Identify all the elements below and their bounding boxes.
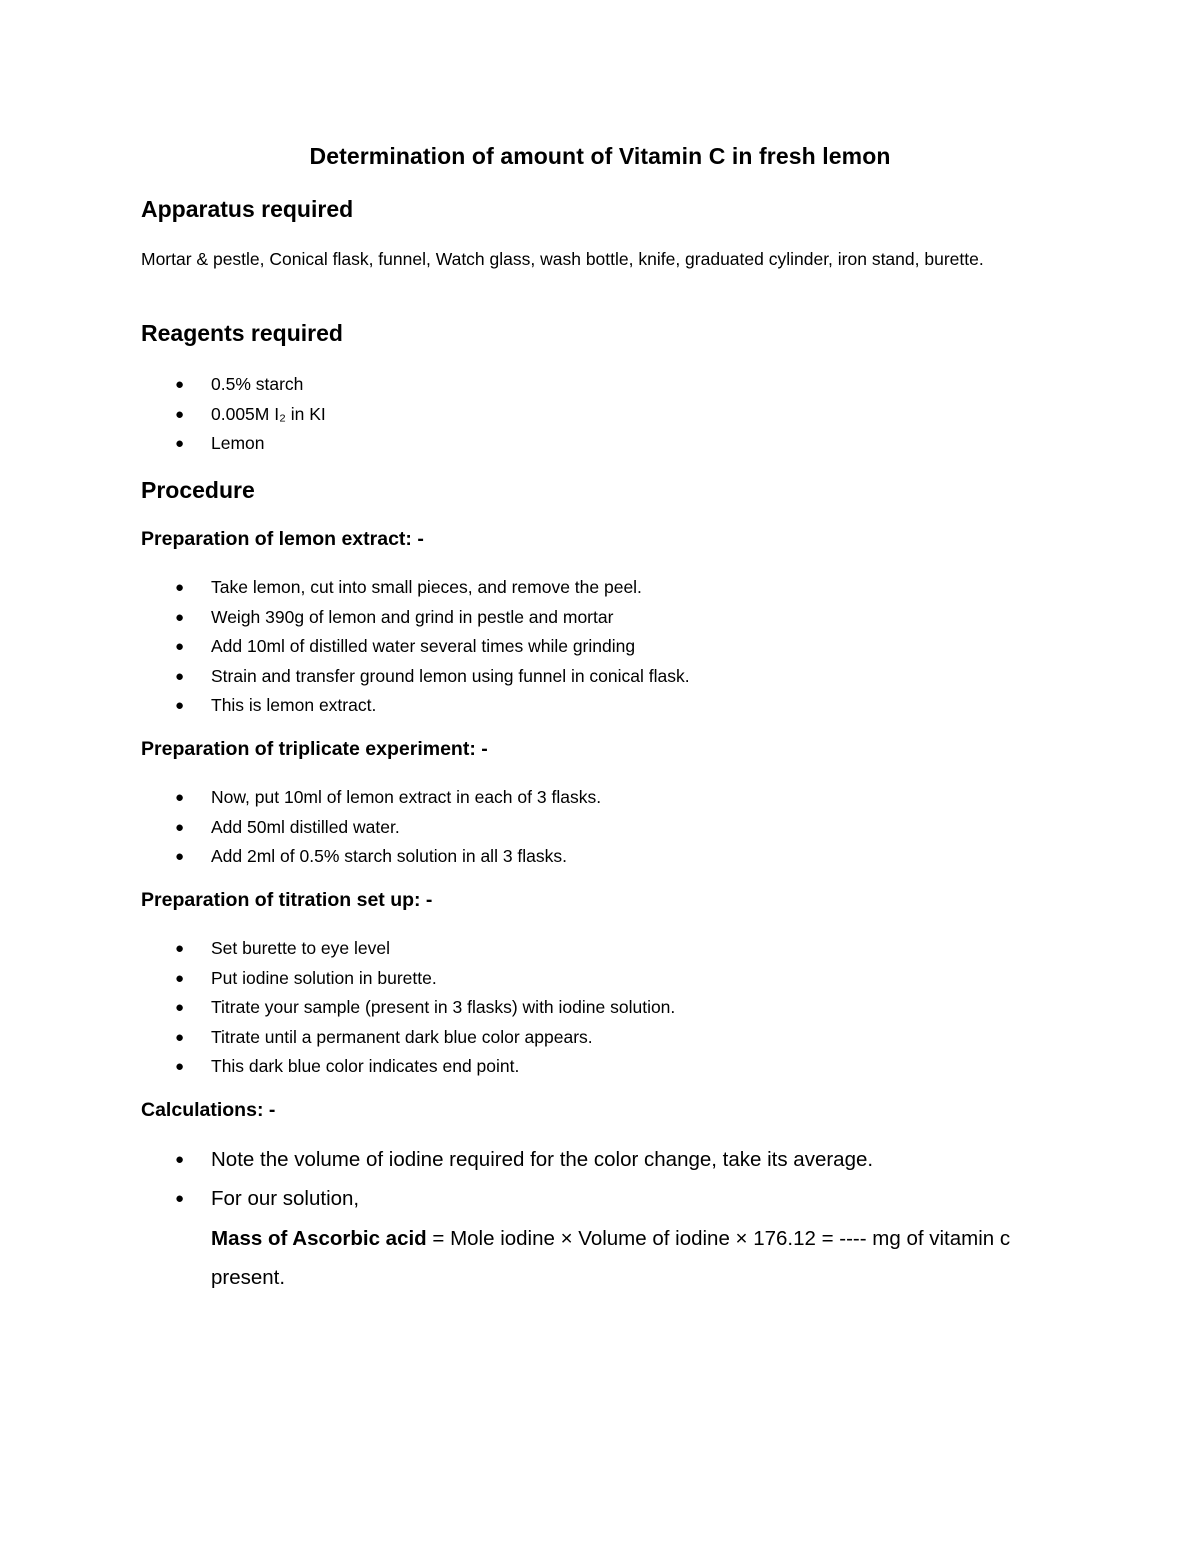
bullet-icon: ● (175, 697, 185, 714)
list-item: ● Put iodine solution in burette. (0, 964, 1060, 994)
bullet-icon: ● (175, 405, 185, 423)
triplicate-heading: Preparation of triplicate experiment: - (141, 738, 488, 760)
titration-list (0, 934, 1060, 1082)
bullet-icon: ● (175, 579, 185, 596)
list-item: ● Note the volume of iodine required for the color change, take its average. (0, 1140, 1060, 1179)
titration-heading: Preparation of titration set up: - (141, 889, 433, 911)
bullet-icon: ● (175, 608, 185, 626)
list-item: ● Add 10ml of distilled water several times while grinding (0, 632, 1060, 662)
bullet-icon: ● (175, 638, 185, 655)
list-item: ● Add 2ml of 0.5% starch solution in all 3 flasks. (0, 842, 1060, 872)
calculations-heading: Calculations: - (141, 1099, 276, 1121)
bullet-icon: ● (175, 1190, 185, 1207)
list-item: ● 0.5% starch (0, 370, 1060, 400)
bullet-icon: ● (175, 848, 185, 865)
bullet-icon: ● (175, 1151, 185, 1168)
bullet-icon: ● (175, 940, 185, 957)
formula-text (211, 1219, 1071, 1297)
list-item: ● Lemon (0, 429, 1060, 459)
list-item: ● Add 50ml distilled water. (0, 813, 1060, 843)
reagents-list (0, 370, 1060, 459)
list-item: ● Titrate until a permanent dark blue color appears. (0, 1023, 1060, 1053)
procedure-heading: Procedure (141, 477, 255, 503)
list-item: ● 0.005M I₂ in KI (0, 400, 1060, 430)
list-item: ● Now, put 10ml of lemon extract in each of 3 flasks. (0, 783, 1060, 813)
extract-list (0, 573, 1060, 721)
bullet-icon: ● (175, 818, 185, 836)
bullet-icon: ● (175, 999, 185, 1016)
list-item: ● Strain and transfer ground lemon using funnel in conical flask. (0, 662, 1060, 692)
extract-heading: Preparation of lemon extract: - (141, 528, 424, 550)
formula-label: Mass of Ascorbic acid (211, 1227, 427, 1250)
list-item: ● This dark blue color indicates end point. (0, 1052, 1060, 1082)
reagents-heading: Reagents required (141, 320, 343, 346)
bullet-icon: ● (175, 435, 185, 452)
bullet-icon: ● (175, 376, 185, 393)
apparatus-text: Mortar & pestle, Conical flask, funnel, Watch glass, wash bottle, knife, graduated cylinder, iron stand, burette. (141, 249, 984, 269)
bullet-icon: ● (175, 1028, 185, 1046)
list-item: ● Weigh 390g of lemon and grind in pestle and mortar (0, 603, 1060, 633)
list-item: ● Take lemon, cut into small pieces, and remove the peel. (0, 573, 1060, 603)
calculations-list (0, 1140, 1060, 1218)
bullet-icon: ● (175, 969, 185, 987)
triplicate-list (0, 783, 1060, 872)
bullet-icon: ● (175, 789, 185, 806)
bullet-icon: ● (175, 667, 185, 685)
list-item: ● This is lemon extract. (0, 691, 1060, 721)
list-item: ● Titrate your sample (present in 3 flasks) with iodine solution. (0, 993, 1060, 1023)
formula-expression: = Mole iodine × Volume of iodine × 176.12 = ---- mg of vitamin c present. (211, 1227, 1011, 1289)
list-item: ● Set burette to eye level (0, 934, 1060, 964)
list-item: ● For our solution, (0, 1179, 1060, 1218)
bullet-icon: ● (175, 1058, 185, 1075)
page-title: Determination of amount of Vitamin C in fresh lemon (309, 143, 891, 169)
apparatus-heading: Apparatus required (141, 196, 354, 222)
